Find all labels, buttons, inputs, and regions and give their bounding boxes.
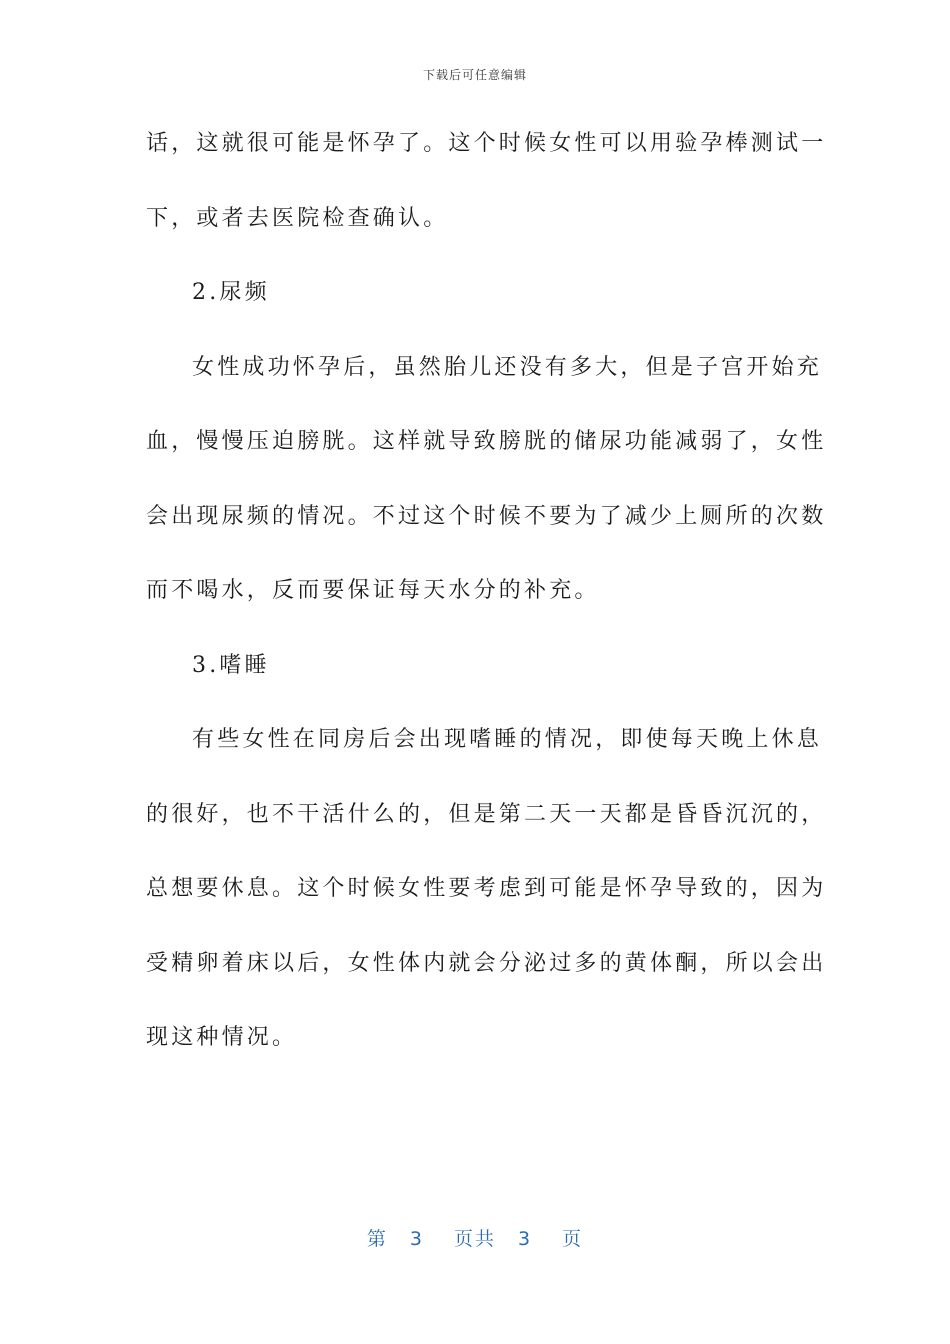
footer-prefix: 第 <box>366 1228 388 1250</box>
footer-suffix: 页 <box>562 1228 584 1250</box>
text-line: 下，或者去医院检查确认。 <box>146 205 449 231</box>
text-line: 有些女性在同房后会出现嗜睡的情况，即使每天晚上休息 <box>192 727 823 752</box>
section-heading: 2.尿频 <box>192 280 270 305</box>
text-line: 总想要休息。这个时候女性要考虑到可能是怀孕导致的，因为 <box>146 876 827 901</box>
section-heading: 3.嗜睡 <box>192 652 270 678</box>
page-footer <box>0 1224 950 1251</box>
text-line: 女性成功怀孕后，虽然胎儿还没有多大，但是子宫开始充 <box>192 354 823 380</box>
text-line: 会出现尿频的情况。不过这个时候不要为了减少上厕所的次数 <box>146 503 827 529</box>
footer-current-page: 3 <box>409 1228 424 1250</box>
text-line: 的很好，也不干活什么的，但是第二天一天都是昏昏沉沉的， <box>146 801 827 827</box>
footer-middle: 页共 <box>453 1228 496 1250</box>
text-line: 受精卵着床以后，女性体内就会分泌过多的黄体酮，所以会出 <box>146 950 827 976</box>
text-line: 现这种情况。 <box>146 1025 298 1050</box>
text-line: 话，这就很可能是怀孕了。这个时候女性可以用验孕棒测试一 <box>146 131 827 156</box>
text-line: 血，慢慢压迫膀胱。这样就导致膀胱的储尿功能减弱了，女性 <box>146 429 827 454</box>
text-line: 而不喝水，反而要保证每天水分的补充。 <box>146 578 600 603</box>
page-header: 下载后可任意编辑 <box>422 68 527 82</box>
footer-total-pages: 3 <box>518 1228 533 1250</box>
document-body <box>146 120 827 1089</box>
